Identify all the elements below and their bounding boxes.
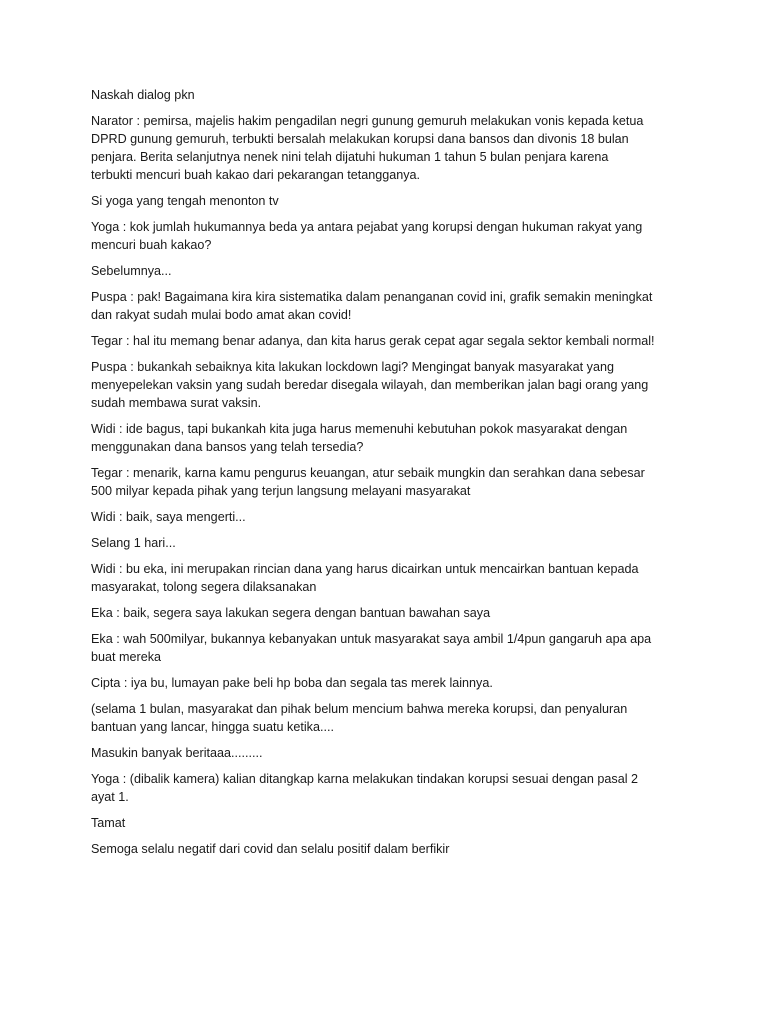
text-line: DPRD gunung gemuruh, terbukti bersalah melakukan korupsi dana bansos dan divonis 18 bulan [91, 132, 629, 146]
text-line: Puspa : pak! Bagaimana kira kira sistematika dalam penanganan covid ini, grafik semakin meningkat [91, 290, 653, 304]
text-line: Tegar : hal itu memang benar adanya, dan kita harus gerak cepat agar segala sektor kembali normal! [91, 334, 655, 348]
text-line: (selama 1 bulan, masyarakat dan pihak belum mencium bahwa mereka korupsi, dan penyaluran [91, 702, 628, 716]
dialog-paragraph [91, 420, 708, 456]
text-line: 500 milyar kepada pihak yang terjun langsung melayani masyarakat [91, 484, 471, 498]
text-line: Puspa : bukankah sebaiknya kita lakukan lockdown lagi? Mengingat banyak masyarakat yang [91, 360, 614, 374]
text-line: penjara. Berita selanjutnya nenek nini telah dijatuhi hukuman 1 tahun 5 bulan penjara karena [91, 150, 609, 164]
text-line: Widi : ide bagus, tapi bukankah kita juga harus memenuhi kebutuhan pokok masyarakat dengan [91, 422, 628, 436]
document-title: Naskah dialog pkn [91, 88, 195, 102]
text-line: Si yoga yang tengah menonton tv [91, 194, 279, 208]
dialog-paragraph [91, 700, 708, 736]
dialog-paragraph [91, 770, 708, 806]
text-line: Eka : baik, segera saya lakukan segera dengan bantuan bawahan saya [91, 606, 491, 620]
dialog-paragraph [91, 358, 708, 412]
text-line: Sebelumnya... [91, 264, 172, 278]
text-line: Selang 1 hari... [91, 536, 176, 550]
dialog-paragraph [91, 508, 708, 526]
dialog-paragraph [91, 464, 708, 500]
text-line: Narator : pemirsa, majelis hakim pengadilan negri gunung gemuruh melakukan vonis kepada ketua [91, 114, 644, 128]
dialog-paragraph [91, 534, 708, 552]
text-line: menyepelekan vaksin yang sudah beredar disegala wilayah, dan memberikan jalan bagi orang yang [91, 378, 649, 392]
text-line: menggunakan dana bansos yang telah tersedia? [91, 440, 364, 454]
dialog-paragraph [91, 288, 708, 324]
dialog-paragraph [91, 814, 708, 832]
text-line: sudah membawa surat vaksin. [91, 396, 262, 410]
text-line: Widi : baik, saya mengerti... [91, 510, 246, 524]
text-line: masyarakat, tolong segera dilaksanakan [91, 580, 317, 594]
document-body [91, 112, 708, 858]
text-line: Yoga : kok jumlah hukumannya beda ya antara pejabat yang korupsi dengan hukuman rakyat yang [91, 220, 643, 234]
text-line: buat mereka [91, 650, 162, 664]
dialog-paragraph [91, 604, 708, 622]
dialog-paragraph [91, 560, 708, 596]
text-line: Eka : wah 500milyar, bukannya kebanyakan untuk masyarakat saya ambil 1/4pun gangaruh apa apa [91, 632, 652, 646]
text-line: terbukti mencuri buah kakao dari pekarangan tetangganya. [91, 168, 421, 182]
dialog-paragraph [91, 262, 708, 280]
text-line: Masukin banyak beritaaa......... [91, 746, 263, 760]
dialog-paragraph [91, 744, 708, 762]
dialog-paragraph [91, 630, 708, 666]
text-line: Tegar : menarik, karna kamu pengurus keuangan, atur sebaik mungkin dan serahkan dana sebesar [91, 466, 645, 480]
text-line: Tamat [91, 816, 126, 830]
dialog-paragraph [91, 112, 708, 184]
dialog-paragraph [91, 218, 708, 254]
dialog-paragraph [91, 192, 708, 210]
dialog-paragraph [91, 674, 708, 692]
text-line: dan rakyat sudah mulai bodo amat akan covid! [91, 308, 352, 322]
text-line: Widi : bu eka, ini merupakan rincian dana yang harus dicairkan untuk mencairkan bantuan kepada [91, 562, 639, 576]
text-line: mencuri buah kakao? [91, 238, 212, 252]
text-line: ayat 1. [91, 790, 129, 804]
text-line: Semoga selalu negatif dari covid dan selalu positif dalam berfikir [91, 842, 450, 856]
dialog-paragraph [91, 840, 708, 858]
dialog-paragraph [91, 332, 708, 350]
text-line: Yoga : (dibalik kamera) kalian ditangkap karna melakukan tindakan korupsi sesuai dengan pasal 2 [91, 772, 639, 786]
text-line: Cipta : iya bu, lumayan pake beli hp boba dan segala tas merek lainnya. [91, 676, 493, 690]
text-line: bantuan yang lancar, hingga suatu ketika.... [91, 720, 334, 734]
